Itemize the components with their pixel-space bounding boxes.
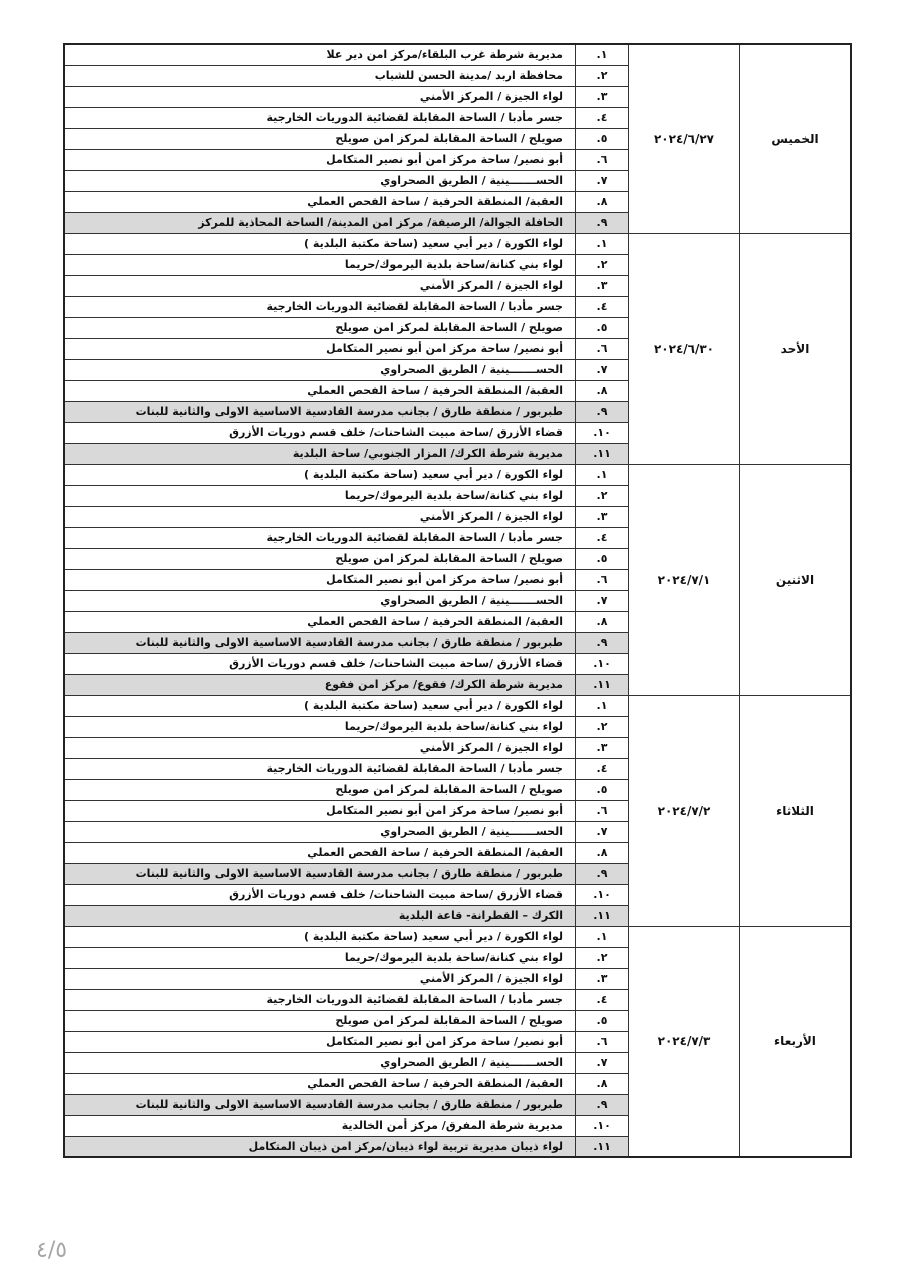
location-cell: لواء الكورة / دير أبي سعيد (ساحة مكتبة البلدية )	[64, 233, 576, 254]
row-number: ٢.	[576, 716, 629, 737]
location-cell: العقبة/ المنطقة الحرفية / ساحة الفحص العملي	[64, 842, 576, 863]
row-number: ٨.	[576, 191, 629, 212]
day-cell: الأربعاء	[740, 926, 852, 1157]
date-cell: ٢٠٢٤/٧/١	[629, 464, 740, 695]
row-number: ٩.	[576, 1094, 629, 1115]
row-number: ٦.	[576, 149, 629, 170]
table-row	[64, 44, 851, 65]
row-number: ٩.	[576, 632, 629, 653]
location-cell: مديرية شرطة الكرك/ فقوع/ مركز امن فقوع	[64, 674, 576, 695]
row-number: ٥.	[576, 779, 629, 800]
day-cell: الأحد	[740, 233, 852, 464]
row-number: ٢.	[576, 947, 629, 968]
location-cell: صويلح / الساحة المقابلة لمركز امن صويلح	[64, 1010, 576, 1031]
row-number: ٢.	[576, 485, 629, 506]
row-number: ٣.	[576, 275, 629, 296]
row-number: ١.	[576, 233, 629, 254]
location-cell: صويلح / الساحة المقابلة لمركز امن صويلح	[64, 779, 576, 800]
location-cell: لواء الكورة / دير أبي سعيد (ساحة مكتبة البلدية )	[64, 926, 576, 947]
row-number: ٥.	[576, 548, 629, 569]
row-number: ٨.	[576, 380, 629, 401]
location-cell: لواء الجيزة / المركز الأمني	[64, 275, 576, 296]
row-number: ٥.	[576, 1010, 629, 1031]
row-number: ٢.	[576, 65, 629, 86]
table-row	[64, 695, 851, 716]
location-cell: العقبة/ المنطقة الحرفية / ساحة الفحص العملي	[64, 611, 576, 632]
date-cell: ٢٠٢٤/٦/٣٠	[629, 233, 740, 464]
location-cell: طبربور / منطقة طارق / بجانب مدرسة القادسية الاساسية الاولى والثانية للبنات	[64, 632, 576, 653]
row-number: ٥.	[576, 128, 629, 149]
row-number: ١.	[576, 464, 629, 485]
row-number: ٣.	[576, 737, 629, 758]
row-number: ١١.	[576, 674, 629, 695]
row-number: ٦.	[576, 1031, 629, 1052]
location-cell: صويلح / الساحة المقابلة لمركز امن صويلح	[64, 128, 576, 149]
location-cell: العقبة/ المنطقة الحرفية / ساحة الفحص العملي	[64, 380, 576, 401]
table-row	[64, 926, 851, 947]
row-number: ١١.	[576, 443, 629, 464]
row-number: ٣.	[576, 86, 629, 107]
location-cell: الحســـــــينية / الطريق الصحراوي	[64, 821, 576, 842]
date-cell: ٢٠٢٤/٦/٢٧	[629, 44, 740, 233]
location-cell: لواء الكورة / دير أبي سعيد (ساحة مكتبة البلدية )	[64, 464, 576, 485]
location-cell: العقبة/ المنطقة الحرفية / ساحة الفحص العملي	[64, 191, 576, 212]
row-number: ٣.	[576, 968, 629, 989]
location-cell: جسر مأدبا / الساحة المقابلة لقضائية الدوريات الخارجية	[64, 296, 576, 317]
location-cell: أبو نصير/ ساحة مركز امن أبو نصير المتكامل	[64, 338, 576, 359]
location-cell: لواء الجيزة / المركز الأمني	[64, 968, 576, 989]
location-cell: الحســـــــينية / الطريق الصحراوي	[64, 590, 576, 611]
row-number: ٤.	[576, 296, 629, 317]
location-cell: أبو نصير/ ساحة مركز امن أبو نصير المتكامل	[64, 569, 576, 590]
location-cell: جسر مأدبا / الساحة المقابلة لقضائية الدوريات الخارجية	[64, 758, 576, 779]
row-number: ١٠.	[576, 1115, 629, 1136]
location-cell: لواء الجيزة / المركز الأمني	[64, 506, 576, 527]
location-cell: لواء ذيبان مديرية تربية لواء ذيبان/مركز امن ذيبان المتكامل	[64, 1136, 576, 1157]
location-cell: لواء بني كنانة/ساحة بلدية اليرموك/حريما	[64, 485, 576, 506]
row-number: ٧.	[576, 359, 629, 380]
location-cell: لواء الكورة / دير أبي سعيد (ساحة مكتبة البلدية )	[64, 695, 576, 716]
row-number: ٧.	[576, 170, 629, 191]
row-number: ٩.	[576, 401, 629, 422]
location-cell: جسر مأدبا / الساحة المقابلة لقضائية الدوريات الخارجية	[64, 107, 576, 128]
location-cell: العقبة/ المنطقة الحرفية / ساحة الفحص العملي	[64, 1073, 576, 1094]
row-number: ١٠.	[576, 884, 629, 905]
location-cell: قضاء الأزرق /ساحة مبيت الشاحنات/ خلف قسم دوريات الأزرق	[64, 884, 576, 905]
location-cell: أبو نصير/ ساحة مركز امن أبو نصير المتكامل	[64, 1031, 576, 1052]
location-cell: لواء بني كنانة/ساحة بلدية اليرموك/حريما	[64, 947, 576, 968]
location-cell: لواء بني كنانة/ساحة بلدية اليرموك/حريما	[64, 716, 576, 737]
row-number: ١٠.	[576, 422, 629, 443]
row-number: ١.	[576, 926, 629, 947]
location-cell: طبربور / منطقة طارق / بجانب مدرسة القادسية الاساسية الاولى والثانية للبنات	[64, 863, 576, 884]
date-cell: ٢٠٢٤/٧/٢	[629, 695, 740, 926]
location-cell: صويلح / الساحة المقابلة لمركز امن صويلح	[64, 317, 576, 338]
location-cell: طبربور / منطقة طارق / بجانب مدرسة القادسية الاساسية الاولى والثانية للبنات	[64, 1094, 576, 1115]
date-cell: ٢٠٢٤/٧/٣	[629, 926, 740, 1157]
schedule-table	[63, 43, 852, 1158]
day-cell: الثلاثاء	[740, 695, 852, 926]
location-cell: الكرك – القطرانة- قاعة البلدية	[64, 905, 576, 926]
day-cell: الاثنين	[740, 464, 852, 695]
location-cell: الحســـــــينية / الطريق الصحراوي	[64, 359, 576, 380]
row-number: ١١.	[576, 905, 629, 926]
location-cell: صويلح / الساحة المقابلة لمركز امن صويلح	[64, 548, 576, 569]
row-number: ٦.	[576, 800, 629, 821]
location-cell: قضاء الأزرق /ساحة مبيت الشاحنات/ خلف قسم دوريات الأزرق	[64, 653, 576, 674]
page-number: ٤/٥	[36, 1238, 68, 1263]
row-number: ٨.	[576, 611, 629, 632]
row-number: ٦.	[576, 569, 629, 590]
location-cell: مديرية شرطة غرب البلقاء/مركز امن دير علا	[64, 44, 576, 65]
row-number: ١.	[576, 44, 629, 65]
location-cell: الحســـــــينية / الطريق الصحراوي	[64, 170, 576, 191]
schedule-body	[64, 44, 851, 1157]
location-cell: أبو نصير/ ساحة مركز امن أبو نصير المتكامل	[64, 800, 576, 821]
day-cell: الخميس	[740, 44, 852, 233]
row-number: ٥.	[576, 317, 629, 338]
row-number: ١.	[576, 695, 629, 716]
row-number: ٣.	[576, 506, 629, 527]
row-number: ١١.	[576, 1136, 629, 1157]
location-cell: لواء بني كنانة/ساحة بلدية اليرموك/حريما	[64, 254, 576, 275]
table-row	[64, 464, 851, 485]
row-number: ٢.	[576, 254, 629, 275]
location-cell: لواء الجيزة / المركز الأمني	[64, 737, 576, 758]
row-number: ٦.	[576, 338, 629, 359]
row-number: ٧.	[576, 821, 629, 842]
location-cell: الحافلة الجوالة/ الرصيفة/ مركز امن المدينة/ الساحة المحاذية للمركز	[64, 212, 576, 233]
location-cell: محافظة اربد /مدينة الحسن للشباب	[64, 65, 576, 86]
row-number: ١٠.	[576, 653, 629, 674]
location-cell: جسر مأدبا / الساحة المقابلة لقضائية الدوريات الخارجية	[64, 989, 576, 1010]
location-cell: لواء الجيزة / المركز الأمني	[64, 86, 576, 107]
row-number: ٧.	[576, 590, 629, 611]
row-number: ٩.	[576, 212, 629, 233]
location-cell: مديرية شرطة المفرق/ مركز أمن الخالدية	[64, 1115, 576, 1136]
row-number: ٧.	[576, 1052, 629, 1073]
location-cell: الحســـــــينية / الطريق الصحراوي	[64, 1052, 576, 1073]
row-number: ٤.	[576, 989, 629, 1010]
row-number: ٤.	[576, 758, 629, 779]
location-cell: قضاء الأزرق /ساحة مبيت الشاحنات/ خلف قسم دوريات الأزرق	[64, 422, 576, 443]
row-number: ٩.	[576, 863, 629, 884]
location-cell: مديرية شرطة الكرك/ المزار الجنوبي/ ساحة البلدية	[64, 443, 576, 464]
row-number: ٤.	[576, 527, 629, 548]
location-cell: طبربور / منطقة طارق / بجانب مدرسة القادسية الاساسية الاولى والثانية للبنات	[64, 401, 576, 422]
location-cell: أبو نصير/ ساحة مركز امن أبو نصير المتكامل	[64, 149, 576, 170]
row-number: ٤.	[576, 107, 629, 128]
table-row	[64, 233, 851, 254]
location-cell: جسر مأدبا / الساحة المقابلة لقضائية الدوريات الخارجية	[64, 527, 576, 548]
row-number: ٨.	[576, 842, 629, 863]
row-number: ٨.	[576, 1073, 629, 1094]
